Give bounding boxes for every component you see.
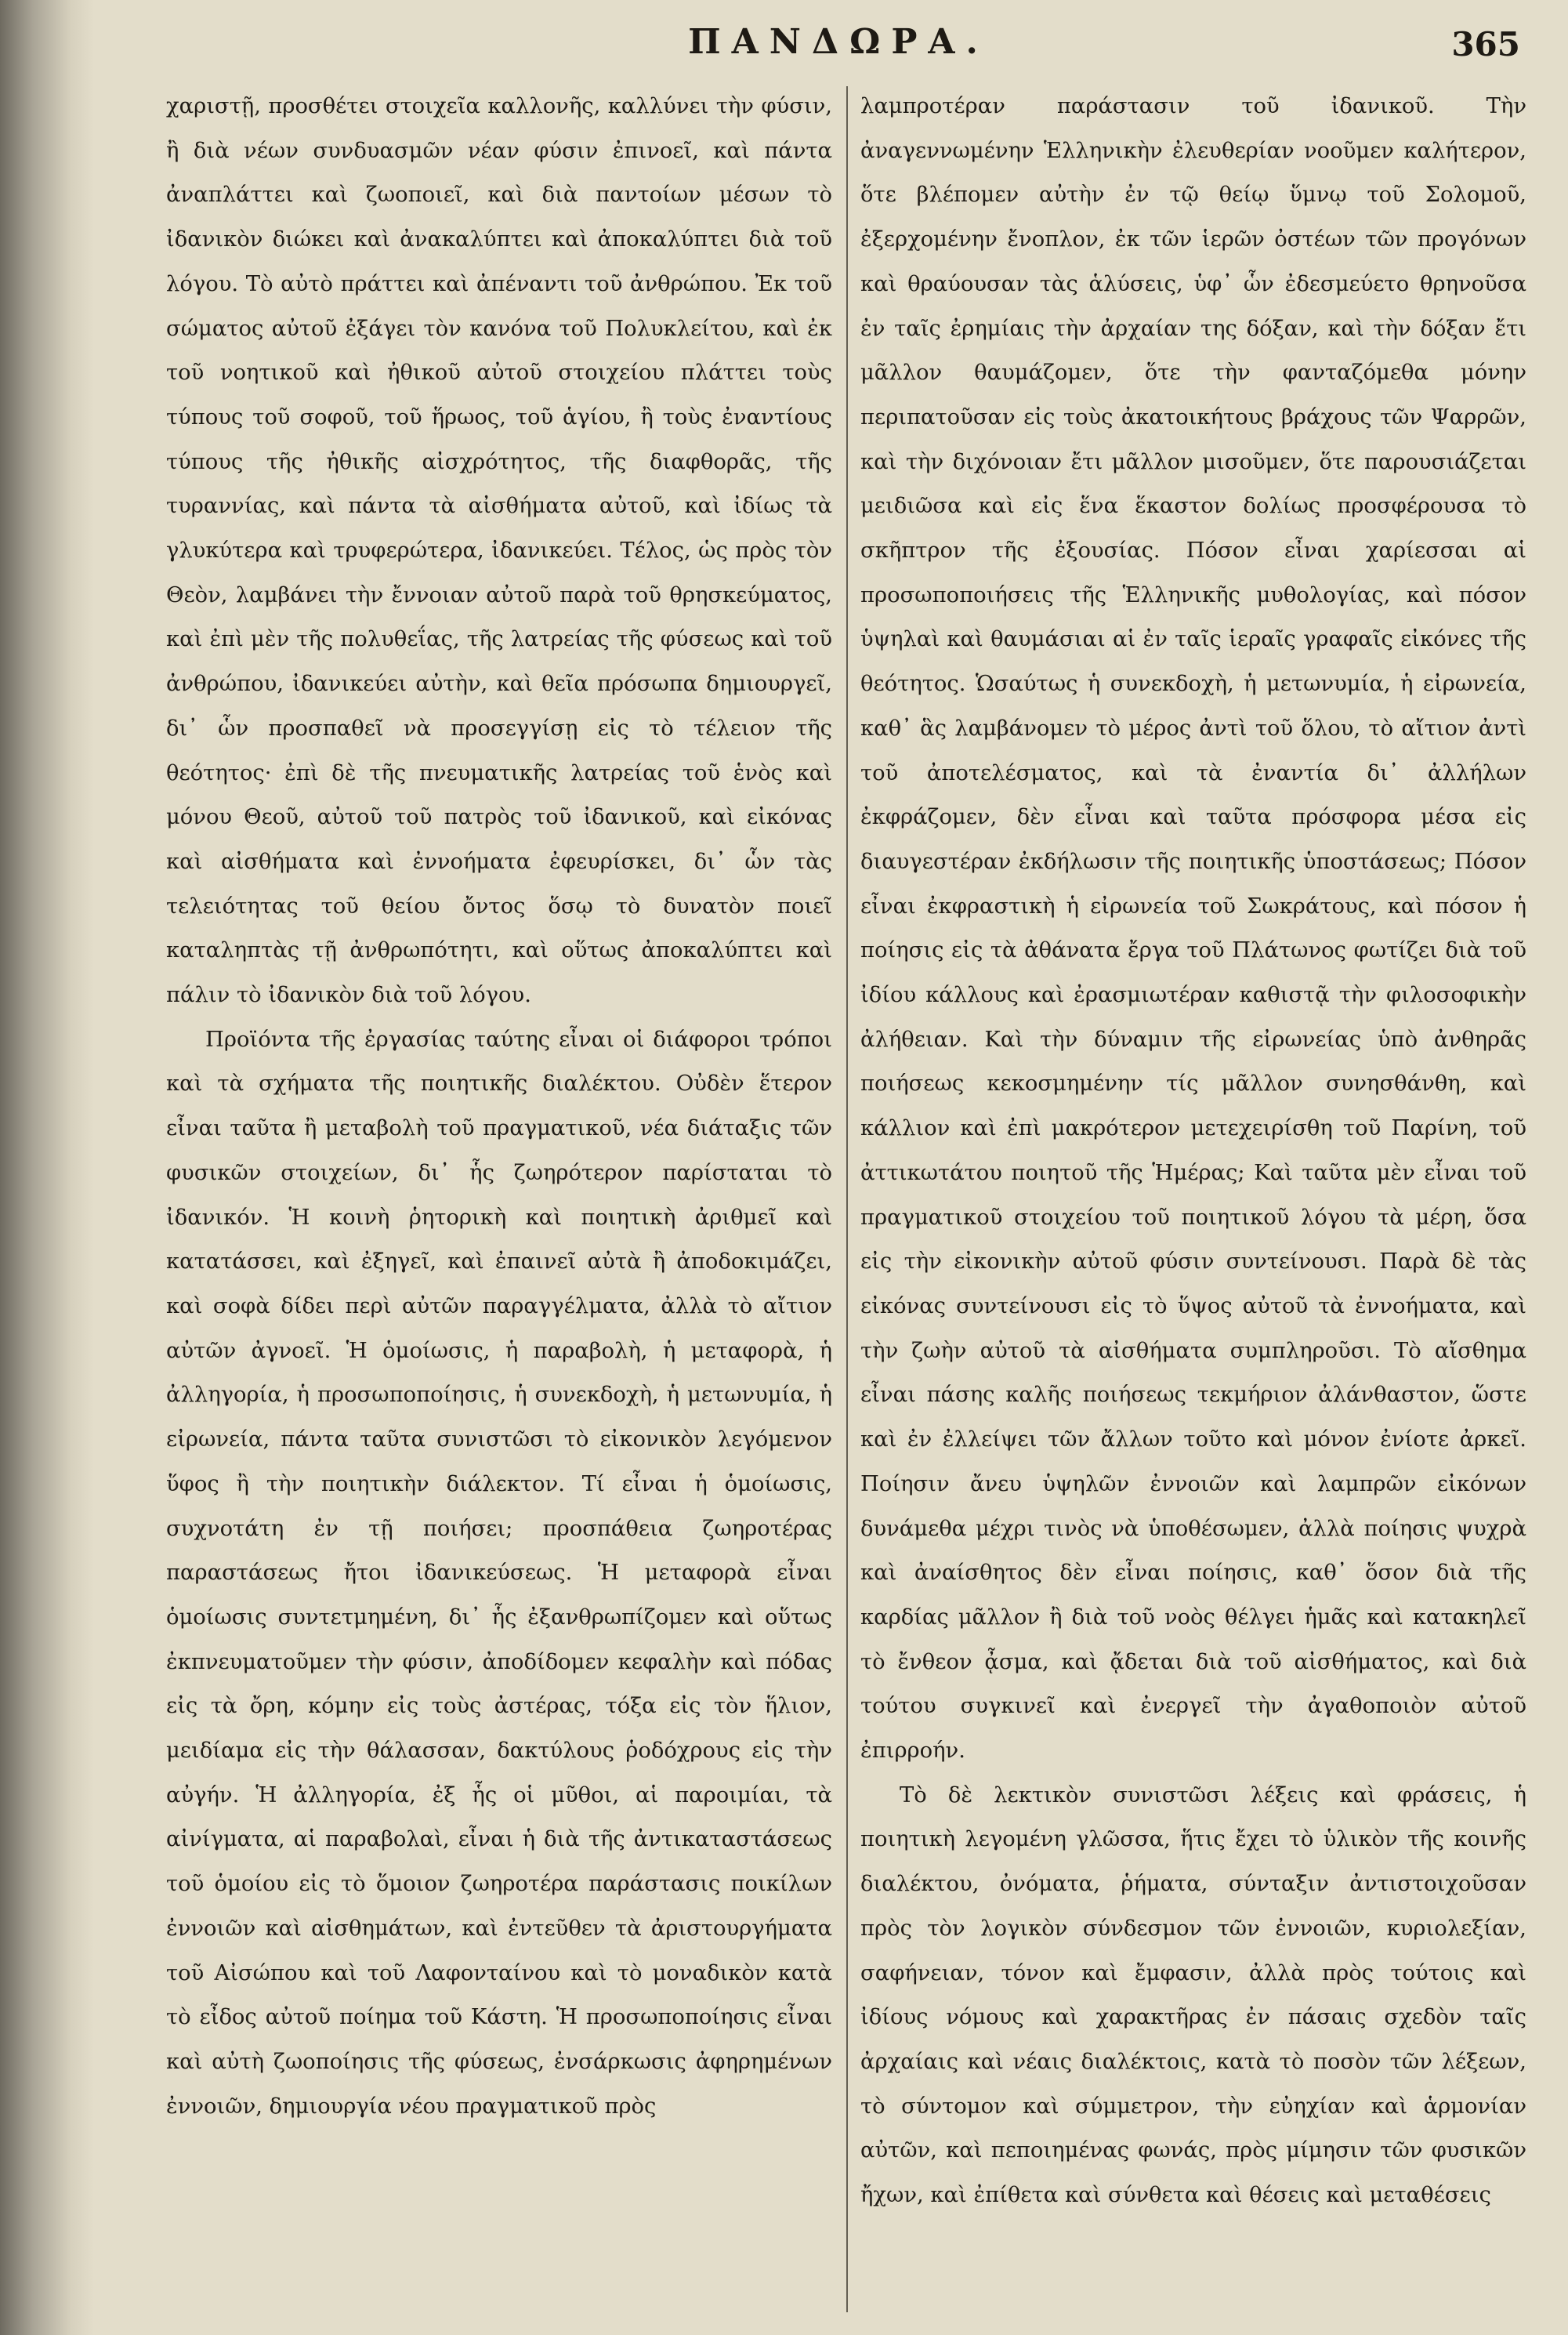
column-rule <box>846 86 848 2312</box>
paragraph: χαριστῇ, προσθέτει στοιχεῖα καλλονῆς, καλλύνει τὴν φύσιν, ἢ διὰ νέων συνδυασμῶν νέαν φύσιν ἐπινοεῖ, καὶ πάντα ἀναπλάττει καὶ ζωοποιεῖ, καὶ διὰ παντοίων μέσων τὸ ἰδανικὸν διώκει καὶ ἀνακαλύπτει καὶ ἀποκαλύπτει διὰ τοῦ λόγου. Τὸ αὐτὸ πράττει καὶ ἀπέναντι τοῦ ἀνθρώπου. Ἐκ τοῦ σώματος αὐτοῦ ἐξάγει τὸν κανόνα τοῦ Πολυκλείτου, καὶ ἐκ τοῦ νοητικοῦ καὶ ἠθικοῦ αὐτοῦ στοιχείου πλάττει τοὺς τύπους τοῦ σοφοῦ, τοῦ ἥρωος, τοῦ ἁγίου, ἢ τοὺς ἐναντίους τύπους τῆς ἠθικῆς αἰσχρότητος, τῆς διαφθορᾶς, τῆς τυραννίας, καὶ πάντα τὰ αἰσθήματα αὐτοῦ, καὶ ἰδίως τὰ γλυκύτερα καὶ τρυφερώτερα, ἰδανικεύει. Τέλος, ὡς πρὸς τὸν Θεὸν, λαμβάνει τὴν ἔννοιαν αὐτοῦ παρὰ τοῦ θρησκεύματος, καὶ ἐπὶ μὲν τῆς πολυθεΐας, τῆς λατρείας τῆς φύσεως καὶ τοῦ ἀνθρώπου, ἰδανικεύει αὐτὴν, καὶ θεῖα πρόσωπα δημιουργεῖ, δι᾽ ὧν προσπαθεῖ νὰ προσεγγίσῃ εἰς τὸ τέλειον τῆς θεότητος· ἐπὶ δὲ τῆς πνευματικῆς λατρείας τοῦ ἑνὸς καὶ μόνου Θεοῦ, αὐτοῦ τοῦ πατρὸς τοῦ ἰδανικοῦ, καὶ εἰκόνας καὶ αἰσθήματα καὶ ἐννοήματα ἐφευρίσκει, δι᾽ ὧν τὰς τελειότητας τοῦ θείου ὄντος ὅσῳ τὸ δυνατὸν ποιεῖ καταληπτὰς τῇ ἀνθρωπότητι, καὶ οὕτως ἀποκαλύπτει καὶ πάλιν τὸ ἰδανικὸν διὰ τοῦ λόγου. <box>166 94 832 1008</box>
paragraph: Προϊόντα τῆς ἐργασίας ταύτης εἶναι οἱ διάφοροι τρόποι καὶ τὰ σχήματα τῆς ποιητικῆς διαλέκτου. Οὐδὲν ἕτερον εἶναι ταῦτα ἢ μεταβολὴ τοῦ πραγματικοῦ, νέα διάταξις τῶν φυσικῶν στοιχείων, δι᾽ ἧς ζωηρότερον παρίσταται τὸ ἰδανικόν. Ἡ κοινὴ ῥητορικὴ καὶ ποιητικὴ ἀριθμεῖ καὶ κατατάσσει, καὶ ἐξηγεῖ, καὶ ἐπαινεῖ αὐτὰ ἢ ἀποδοκιμάζει, καὶ σοφὰ δίδει περὶ αὐτῶν παραγγέλματα, ἀλλὰ τὸ αἴτιον αὐτῶν ἀγνοεῖ. Ἡ ὁμοίωσις, ἡ παραβολὴ, ἡ μεταφορὰ, ἡ ἀλληγορία, ἡ προσωποποίησις, ἡ συνεκδοχὴ, ἡ μετωνυμία, ἡ εἰρωνεία, πάντα ταῦτα συνιστῶσι τὸ εἰκονικὸν λεγόμενον ὕφος ἢ τὴν ποιητικὴν διάλεκτον. Τί εἶναι ἡ ὁμοίωσις, συχνοτάτη ἐν τῇ ποιήσει; προσπάθεια ζωηροτέρας παραστάσεως ἤτοι ἰδανικεύσεως. Ἡ μεταφορὰ εἶναι ὁμοίωσις συντετμημένη, δι᾽ ἧς ἐξανθρωπίζομεν καὶ οὕτως ἐκπνευματοῦμεν τὴν φύσιν, ἀποδίδομεν κεφαλὴν καὶ πόδας εἰς τὰ ὄρη, κόμην εἰς τοὺς ἀστέρας, τόξα εἰς τὸν ἥλιον, μειδίαμα εἰς τὴν θάλασσαν, δακτύλους ῥοδόχρους εἰς τὴν αὐγήν. Ἡ ἀλληγορία, ἐξ ἧς οἱ μῦθοι, αἱ παροιμίαι, τὰ αἰνίγματα, αἱ παραβολαὶ, εἶναι ἡ διὰ τῆς ἀντικαταστάσεως τοῦ ὁμοίου εἰς τὸ ὅμοιον ζωηροτέρα παράστασις ποικίλων ἐννοιῶν καὶ αἰσθημάτων, καὶ ἐντεῦθεν τὰ ἀριστουργήματα τοῦ Αἰσώπου καὶ τοῦ Λαφονταίνου καὶ τὸ μοναδικὸν κατὰ τὸ εἶδος αὐτοῦ ποίημα τοῦ Κάστη. Ἡ προσωποποίησις εἶναι καὶ αὐτὴ ζωοποίησις τῆς φύσεως, ἐνσάρκωσις ἀφηρημένων ἐννοιῶν, δημιουργία νέου πραγματικοῦ πρὸς <box>166 1027 832 2119</box>
binding-shadow <box>0 0 94 2335</box>
right-column <box>860 85 1526 2319</box>
page-header <box>157 22 1520 77</box>
paragraph: Τὸ δὲ λεκτικὸν συνιστῶσι λέξεις καὶ φράσεις, ἡ ποιητικὴ λεγομένη γλῶσσα, ἥτις ἔχει τὸ ὑλικὸν τῆς κοινῆς διαλέκτου, ὀνόματα, ῥήματα, σύνταξιν ἀντιστοιχοῦσαν πρὸς τὸν λογικὸν σύνδεσμον τῶν ἐννοιῶν, κυριολεξίαν, σαφήνειαν, τόνον καὶ ἔμφασιν, ἀλλὰ πρὸς τούτοις καὶ ἰδίους νόμους καὶ χαρακτῆρας ἐν πάσαις σχεδὸν ταῖς ἀρχαίαις καὶ νέαις διαλέκτοις, κατὰ τὸ ποσὸν τῶν λέξεων, τὸ σύντομον καὶ σύμμετρον, τὴν εὐηχίαν καὶ ἁρμονίαν αὐτῶν, καὶ πεποιημένας φωνάς, πρὸς μίμησιν τῶν φυσικῶν ἤχων, καὶ ἐπίθετα καὶ σύνθετα καὶ θέσεις καὶ μεταθέσεις <box>860 1782 1526 2208</box>
running-title: ΠΑΝΔΩΡΑ. <box>688 22 989 62</box>
paragraph: λαμπροτέραν παράστασιν τοῦ ἰδανικοῦ. Τὴν ἀναγεννωμένην Ἑλληνικὴν ἐλευθερίαν νοοῦμεν καλήτερον, ὅτε βλέπομεν αὐτὴν ἐν τῷ θείῳ ὕμνῳ τοῦ Σολομοῦ, ἐξερχομένην ἔνοπλον, ἐκ τῶν ἱερῶν ὀστέων τῶν προγόνων καὶ θραύουσαν τὰς ἁλύσεις, ὑφ᾽ ὧν ἐδεσμεύετο θρηνοῦσα ἐν ταῖς ἐρημίαις τὴν ἀρχαίαν της δόξαν, καὶ τὴν δόξαν ἔτι μᾶλλον θαυμάζομεν, ὅτε τὴν φανταζόμεθα μόνην περιπατοῦσαν εἰς τοὺς ἀκατοικήτους βράχους τῶν Ψαρρῶν, καὶ τὴν διχόνοιαν ἔτι μᾶλλον μισοῦμεν, ὅτε παρουσιάζεται μειδιῶσα καὶ εἰς ἕνα ἕκαστον δολίως προσφέρουσα τὸ σκῆπτρον τῆς ἐξουσίας. Πόσον εἶναι χαρίεσσαι αἱ προσωποποιήσεις τῆς Ἑλληνικῆς μυθολογίας, καὶ πόσον ὑψηλαὶ καὶ θαυμάσιαι αἱ ἐν ταῖς ἱεραῖς γραφαῖς εἰκόνες τῆς θεότητος. Ὡσαύτως ἡ συνεκδοχὴ, ἡ μετωνυμία, ἡ εἰρωνεία, καθ᾽ ἃς λαμβάνομεν τὸ μέρος ἀντὶ τοῦ ὅλου, τὸ αἴτιον ἀντὶ τοῦ ἀποτελέσματος, καὶ τὰ ἐναντία δι᾽ ἀλλήλων ἐκφράζομεν, δὲν εἶναι καὶ ταῦτα πρόσφορα μέσα εἰς διαυγεστέραν ἐκδήλωσιν τῆς ποιητικῆς ὑποστάσεως; Πόσον εἶναι ἐκφραστικὴ ἡ εἰρωνεία τοῦ Σωκράτους, καὶ πόσον ἡ ποίησις εἰς τὰ ἀθάνατα ἔργα τοῦ Πλάτωνος φωτίζει διὰ τοῦ ἰδίου κάλλους καὶ ἐρασμιωτέραν καθιστᾷ τὴν φιλοσοφικὴν ἀλήθειαν. Καὶ τὴν δύναμιν τῆς εἰρωνείας ὑπὸ ἀνθηρᾶς ποιήσεως κεκοσμημένην τίς μᾶλλον συνησθάνθη, καὶ κάλλιον καὶ ἐπὶ μακρότερον μετεχειρίσθη τοῦ Παρίνη, τοῦ ἀττικωτάτου ποιητοῦ τῆς Ἡμέρας; Καὶ ταῦτα μὲν εἶναι τοῦ πραγματικοῦ στοιχείου τοῦ ποιητικοῦ λόγου τὰ μέρη, ὅσα εἰς τὴν εἰκονικὴν αὐτοῦ φύσιν συντείνουσι. Παρὰ δὲ τὰς εἰκόνας συντείνουσι εἰς τὸ ὕψος αὐτοῦ τὰ ἐννοήματα, καὶ τὴν ζωὴν αὐτοῦ τὰ αἰσθήματα συμπληροῦσι. Τὸ αἴσθημα εἶναι πάσης καλῆς ποιήσεως τεκμήριον ἀλάνθαστον, ὥστε καὶ ἐν ἐλλείψει τῶν ἄλλων τοῦτο καὶ μόνον ἐνίοτε ἀρκεῖ. Ποίησιν ἄνευ ὑψηλῶν ἐννοιῶν καὶ λαμπρῶν εἰκόνων δυνάμεθα μέχρι τινὸς νὰ ὑποθέσωμεν, ἀλλὰ ποίησις ψυχρὰ καὶ ἀναίσθητος δὲν εἶναι ποίησις, καθ᾽ ὅσον διὰ τῆς καρδίας μᾶλλον ἢ διὰ τοῦ νοὸς θέλγει ἡμᾶς καὶ κατακηλεῖ τὸ ἔνθεον ᾆσμα, καὶ ᾄδεται διὰ τοῦ αἰσθήματος, καὶ διὰ τούτου συγκινεῖ καὶ ἐνεργεῖ τὴν ἀγαθοποιὸν αὐτοῦ ἐπιρροήν. <box>860 94 1526 1764</box>
left-column <box>166 85 832 2319</box>
page-number: 365 <box>1451 25 1520 63</box>
